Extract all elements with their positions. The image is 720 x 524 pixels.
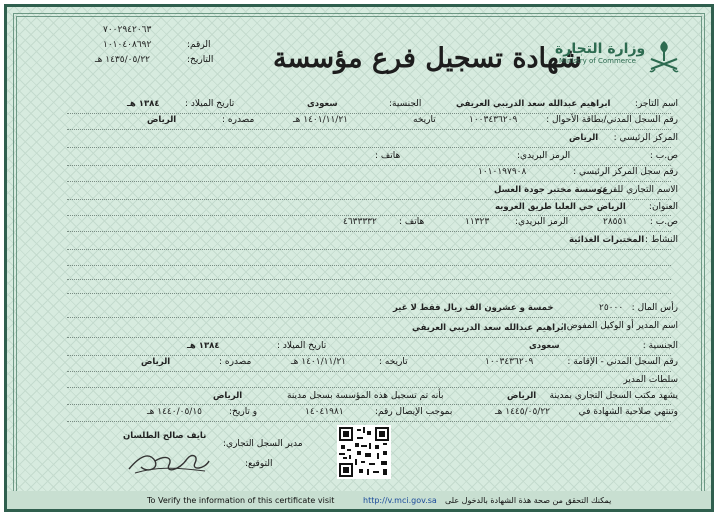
nationality-value: سعودى [307,99,338,109]
manager-powers-label: سلطات المدير [623,375,678,385]
attest-line2-receipt: ١٤٠٤١٩٨١ [305,407,344,417]
manager-civil-date-value: ١٤٠١/١١/٢١ هـ [291,357,346,367]
attest-line1-a: يشهد مكتب السجل التجاري بمدينة [549,391,678,401]
manager-source-label: مصدره : [219,357,252,367]
manager-nationality-label: الجنسية : [642,341,678,351]
address-label: العنوان: [648,202,678,212]
number-label: الرقم: [187,40,211,50]
manager-birth-label: تاريخ الميلاد : [277,341,327,351]
phone2-value: ٤٦٣٣٣٣٢ [343,217,377,227]
manager-name-value: ابراهيم عبدالله سعد الدريبي العريفي [412,323,567,333]
certificate [4,4,714,512]
manager-name-label: اسم المدير أو الوكيل المفوض : [560,321,678,331]
attest-line2-a: وتنتهي صلاحية الشهادة في [578,407,678,417]
civil-value: ١٠٠٣٤٣٦٢٠٩ [469,115,518,125]
qr-code [337,425,391,479]
sign-label: التوقيع: [245,459,273,469]
capital-label: رأس المال : [631,303,678,313]
saudi-emblem-icon [647,39,681,75]
manager-source-value: الرياض [141,357,171,367]
civil-date-value: ١٤٠١/١١/٢١ هـ [293,115,348,125]
footer-url[interactable]: http://v.mci.gov.sa [363,496,437,505]
capital-value: ٢٥٠٠٠ [599,303,624,313]
manager-nationality-value: سعودى [529,341,560,351]
manager-civil-label: رقم السجل المدني - الإقامة : [567,357,678,367]
attest-line2-date2: ١٤٤٠/٠٥/١٥ هـ [147,407,202,417]
civil-date-label: تاريخه [413,115,436,125]
ministry-name-ar: وزارة التجارة [555,41,646,57]
number-value: ١٠١٠٤٠٨٦٩٢ [103,40,152,50]
attest-line1-city: الرياض [507,391,537,401]
footer-ar-text: يمكنك التحقق من صحة هذة الشهادة بالدخول على [445,496,612,505]
director-label: مدير السجل التجاري: [223,439,303,449]
attest-line2-b: بموجب الإيصال رقم: [375,407,453,417]
pobox2-label: ص.ب : [649,217,678,227]
attest-line1-b: بأنه تم تسجيل هذه المؤسسة بسجل مدينة [287,391,444,401]
pobox-label: ص.ب : [649,151,678,161]
branch-trade-label: الاسم التجاري للفرع: [599,185,678,195]
signature-scrawl [125,447,211,477]
main-cr-value: ١٠١٠١٩٧٩٠٨ [478,167,527,177]
manager-civil-value: ١٠٠٣٤٣٦٢٠٩ [485,357,534,367]
phone-label: هاتف : [375,151,401,161]
address-value: الرياض حي العليا طريق العروبه [495,202,626,212]
main-cr-label: رقم سجل المركز الرئيسي : [573,167,678,177]
civil-label: رقم السجل المدني/بطاقة الأحوال : [546,115,678,125]
manager-civil-date-label: تاريخه : [379,357,408,367]
manager-birth-value: ١٣٨٤ هـ [187,341,220,351]
date-value: ١٤٣٥/٠٥/٢٢ هـ [95,55,150,65]
postal2-label: الرمز البريدي: [515,217,569,227]
certificate-title: شهادة تسجيل فرع مؤسسة [273,43,582,74]
nationality-label: الجنسية: [389,99,422,109]
source-value: الرياض [147,115,177,125]
birth-label: تاريخ الميلاد : [185,99,235,109]
phone2-label: هاتف : [399,217,425,227]
ministry-name-en: Ministry of Commerce [559,57,636,65]
activity-label: النشاط : [645,235,678,245]
main-center-value: الرياض [569,133,599,143]
main-center-label: المركز الرئيسي : [613,133,678,143]
ref-number: ٧٠٠٢٩٤٢٠٦٣ [103,25,152,35]
birth-value: ١٣٨٤ هـ [127,99,160,109]
activity-value: المختبرات الغذائية [569,235,645,245]
merchant-name-label: اسم التاجر: [634,99,678,109]
attest-line2-c: و تاريخ: [229,407,258,417]
capital-words: خمسة و عشرون الف ريال فقط لا غير [393,303,554,313]
footer-en-text: To Verify the information of this certificate visit [147,496,335,505]
postal2-value: ١١٣٢٣ [465,217,490,227]
ministry-block [555,41,645,65]
merchant-name-value: ابراهيم عبدالله سعد الدريبي العريفي [456,99,611,109]
attest-line2-date: ١٤٤٥/٠٥/٢٢ هـ [495,407,550,417]
branch-trade-value: موسسة مختبر جودة العسل [494,185,608,195]
attest-line1-city2: الرياض [213,391,243,401]
source-label: مصدره : [222,115,255,125]
signer-name: نايف صالح الطلسان [123,431,207,441]
pobox2-value: ٢٨٥٥١ [603,217,628,227]
postal-label: الرمز البريدي: [517,151,571,161]
date-label: التاريخ: [187,55,214,65]
